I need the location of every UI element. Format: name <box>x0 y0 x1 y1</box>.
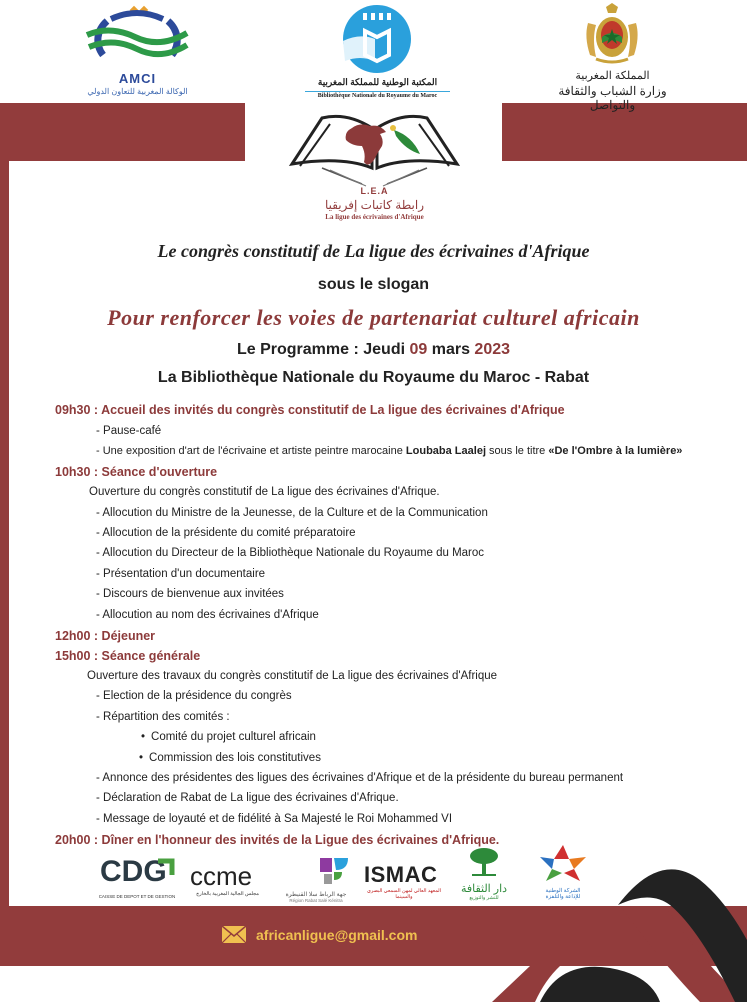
programme-date <box>0 341 747 359</box>
program-item: - Allocution de la présidente du comité préparatoire <box>96 527 356 539</box>
venue: La Bibliothèque Nationale du Royaume du Maroc - Rabat <box>157 369 590 386</box>
sponsor-region-logo <box>276 856 356 902</box>
program-sub-item: • Commission des lois constitutives <box>139 752 321 764</box>
sponsor-ismac-logo <box>364 862 444 902</box>
amci-emblem-icon <box>75 5 200 71</box>
program-item: - Message de loyauté et de fidélité à Sa Majesté le Roi Mohammed VI <box>96 813 453 825</box>
left-frame-bar <box>0 103 9 913</box>
ministry-logo <box>540 3 685 112</box>
session-0930-heading: 09h30 : Accueil des invités du congrès constitutif de La ligue des écrivaines d'Afrique <box>55 403 565 417</box>
region-french: Région Rabat Salé Kénitra <box>289 898 343 903</box>
ismac-subtitle: المعهد العالي لمهن السمعي البصري والسينما <box>366 888 442 900</box>
snrt-name: الشركة الوطنية <box>545 888 581 894</box>
snrt-subtitle: للإذاعة والتلفزة <box>545 894 581 900</box>
program-item: - Répartition des comités : <box>96 711 230 723</box>
email-address[interactable]: africanligue@gmail.com <box>256 926 418 943</box>
program-item: - Allocution du Directeur de la Bibliothèque Nationale du Royaume du Maroc <box>96 547 485 559</box>
contact-email[interactable] <box>222 926 417 943</box>
program-item: - Allocution au nom des écrivaines d'Afrique <box>96 609 319 621</box>
ccme-subtitle: مجلس الجالية المغربية بالخارج <box>196 891 259 897</box>
program-item: - Déclaration de Rabat de La ligue des écrivaines d'Afrique. <box>96 792 399 804</box>
program-item: - Annonce des présidentes des ligues des écrivaines d'Afrique et de la présidente du bureau permanent <box>96 772 624 784</box>
exhibition-title: «De l'Ombre à la lumière» <box>548 445 683 457</box>
ministry-kingdom-text: المملكة المغربية <box>575 70 650 82</box>
dar-attakafa-name: دار الثقافة <box>460 883 508 895</box>
program-item-exhibition <box>96 445 682 457</box>
program-item: - Pause-café <box>96 425 162 437</box>
bnrm-french-name: Bibliothèque Nationale du Royaume du Maroc <box>305 91 450 99</box>
program-item: - Discours de bienvenue aux invitées <box>96 588 284 600</box>
ccme-name: ccme <box>190 861 253 891</box>
session-intro: Ouverture des travaux du congrès constitutif de La ligue des écrivaines d'Afrique <box>87 670 498 682</box>
snrt-star-icon <box>532 843 594 883</box>
programme-month: mars <box>427 341 475 358</box>
region-arabic: جهة الرباط سلا القنيطرة <box>285 892 347 898</box>
cdg-logo-icon <box>98 853 176 887</box>
sponsor-dar-attakafa-logo <box>458 847 510 903</box>
lea-french-name: La ligue des écrivaines d'Afrique <box>325 213 424 221</box>
dar-attakafa-subtitle: للنشر والتوزيع <box>469 895 499 901</box>
sponsor-ccme-logo <box>190 855 265 903</box>
session-2000-heading: 20h00 : Dîner en l'honneur des invités de la Ligue des écrivaines d'Afrique. <box>55 833 500 847</box>
artist-name: Loubaba Laalej <box>405 445 486 457</box>
envelope-icon <box>222 926 246 943</box>
sponsor-snrt-logo <box>532 843 594 903</box>
session-1500-heading: 15h00 : Séance générale <box>55 649 201 663</box>
royal-coat-of-arms-icon <box>540 3 685 67</box>
session-intro: Ouverture du congrès constitutif de La ligue des écrivaines d'Afrique. <box>89 486 440 498</box>
programme-year: 2023 <box>474 341 511 358</box>
bnrm-book-icon <box>305 3 450 77</box>
ministry-name-text: وزارة الشباب والثقافة والتواصل <box>558 84 667 112</box>
africa-book-icon <box>282 106 467 188</box>
header-band-left <box>0 103 245 161</box>
lea-arabic-name: رابطة كاتبات إفريقيا <box>324 198 425 212</box>
programme-day: 09 <box>409 341 428 358</box>
tree-icon <box>458 847 510 877</box>
program-sub-item: • Comité du projet culturel africain <box>141 731 316 743</box>
program-item: - Présentation d'un documentaire <box>96 568 266 580</box>
region-leaf-icon <box>276 856 356 886</box>
bnrm-arabic-name: المكتبة الوطنية للمملكة المغربية <box>317 77 438 87</box>
slogan-intro: sous le slogan <box>317 276 430 293</box>
programme-prefix: Le Programme : Jeudi <box>236 341 410 358</box>
event-title: Le congrès constitutif de La ligue des écrivaines d'Afrique <box>157 241 590 261</box>
lea-abbreviation: L.E.A <box>360 186 389 196</box>
exhibition-mid-text: sous le titre <box>486 445 549 457</box>
program-item: - Allocution du Ministre de la Jeunesse, de la Culture et de la Communication <box>96 507 488 519</box>
session-1200-heading: 12h00 : Déjeuner <box>55 629 156 643</box>
lea-logo <box>282 106 467 224</box>
sponsor-cdg-logo <box>98 853 176 903</box>
ismac-name: ISMAC <box>364 862 438 887</box>
amci-logo <box>75 5 200 100</box>
amci-name: AMCI <box>118 71 157 86</box>
bnrm-logo <box>305 3 450 100</box>
program-item: - Election de la présidence du congrès <box>96 690 292 702</box>
session-1030-heading: 10h30 : Séance d'ouverture <box>55 465 218 479</box>
cdg-subtitle: CAISSE DE DEPOT ET DE GESTION <box>98 894 176 899</box>
exhibition-text: - Une exposition d'art de l'écrivaine et artiste peintre marocaine <box>96 445 406 457</box>
svg-text:CDG: CDG <box>100 855 167 887</box>
slogan: Pour renforcer les voies de partenariat culturel africain <box>107 305 640 330</box>
amci-subtitle: الوكالة المغربية للتعاون الدولي <box>87 87 188 96</box>
